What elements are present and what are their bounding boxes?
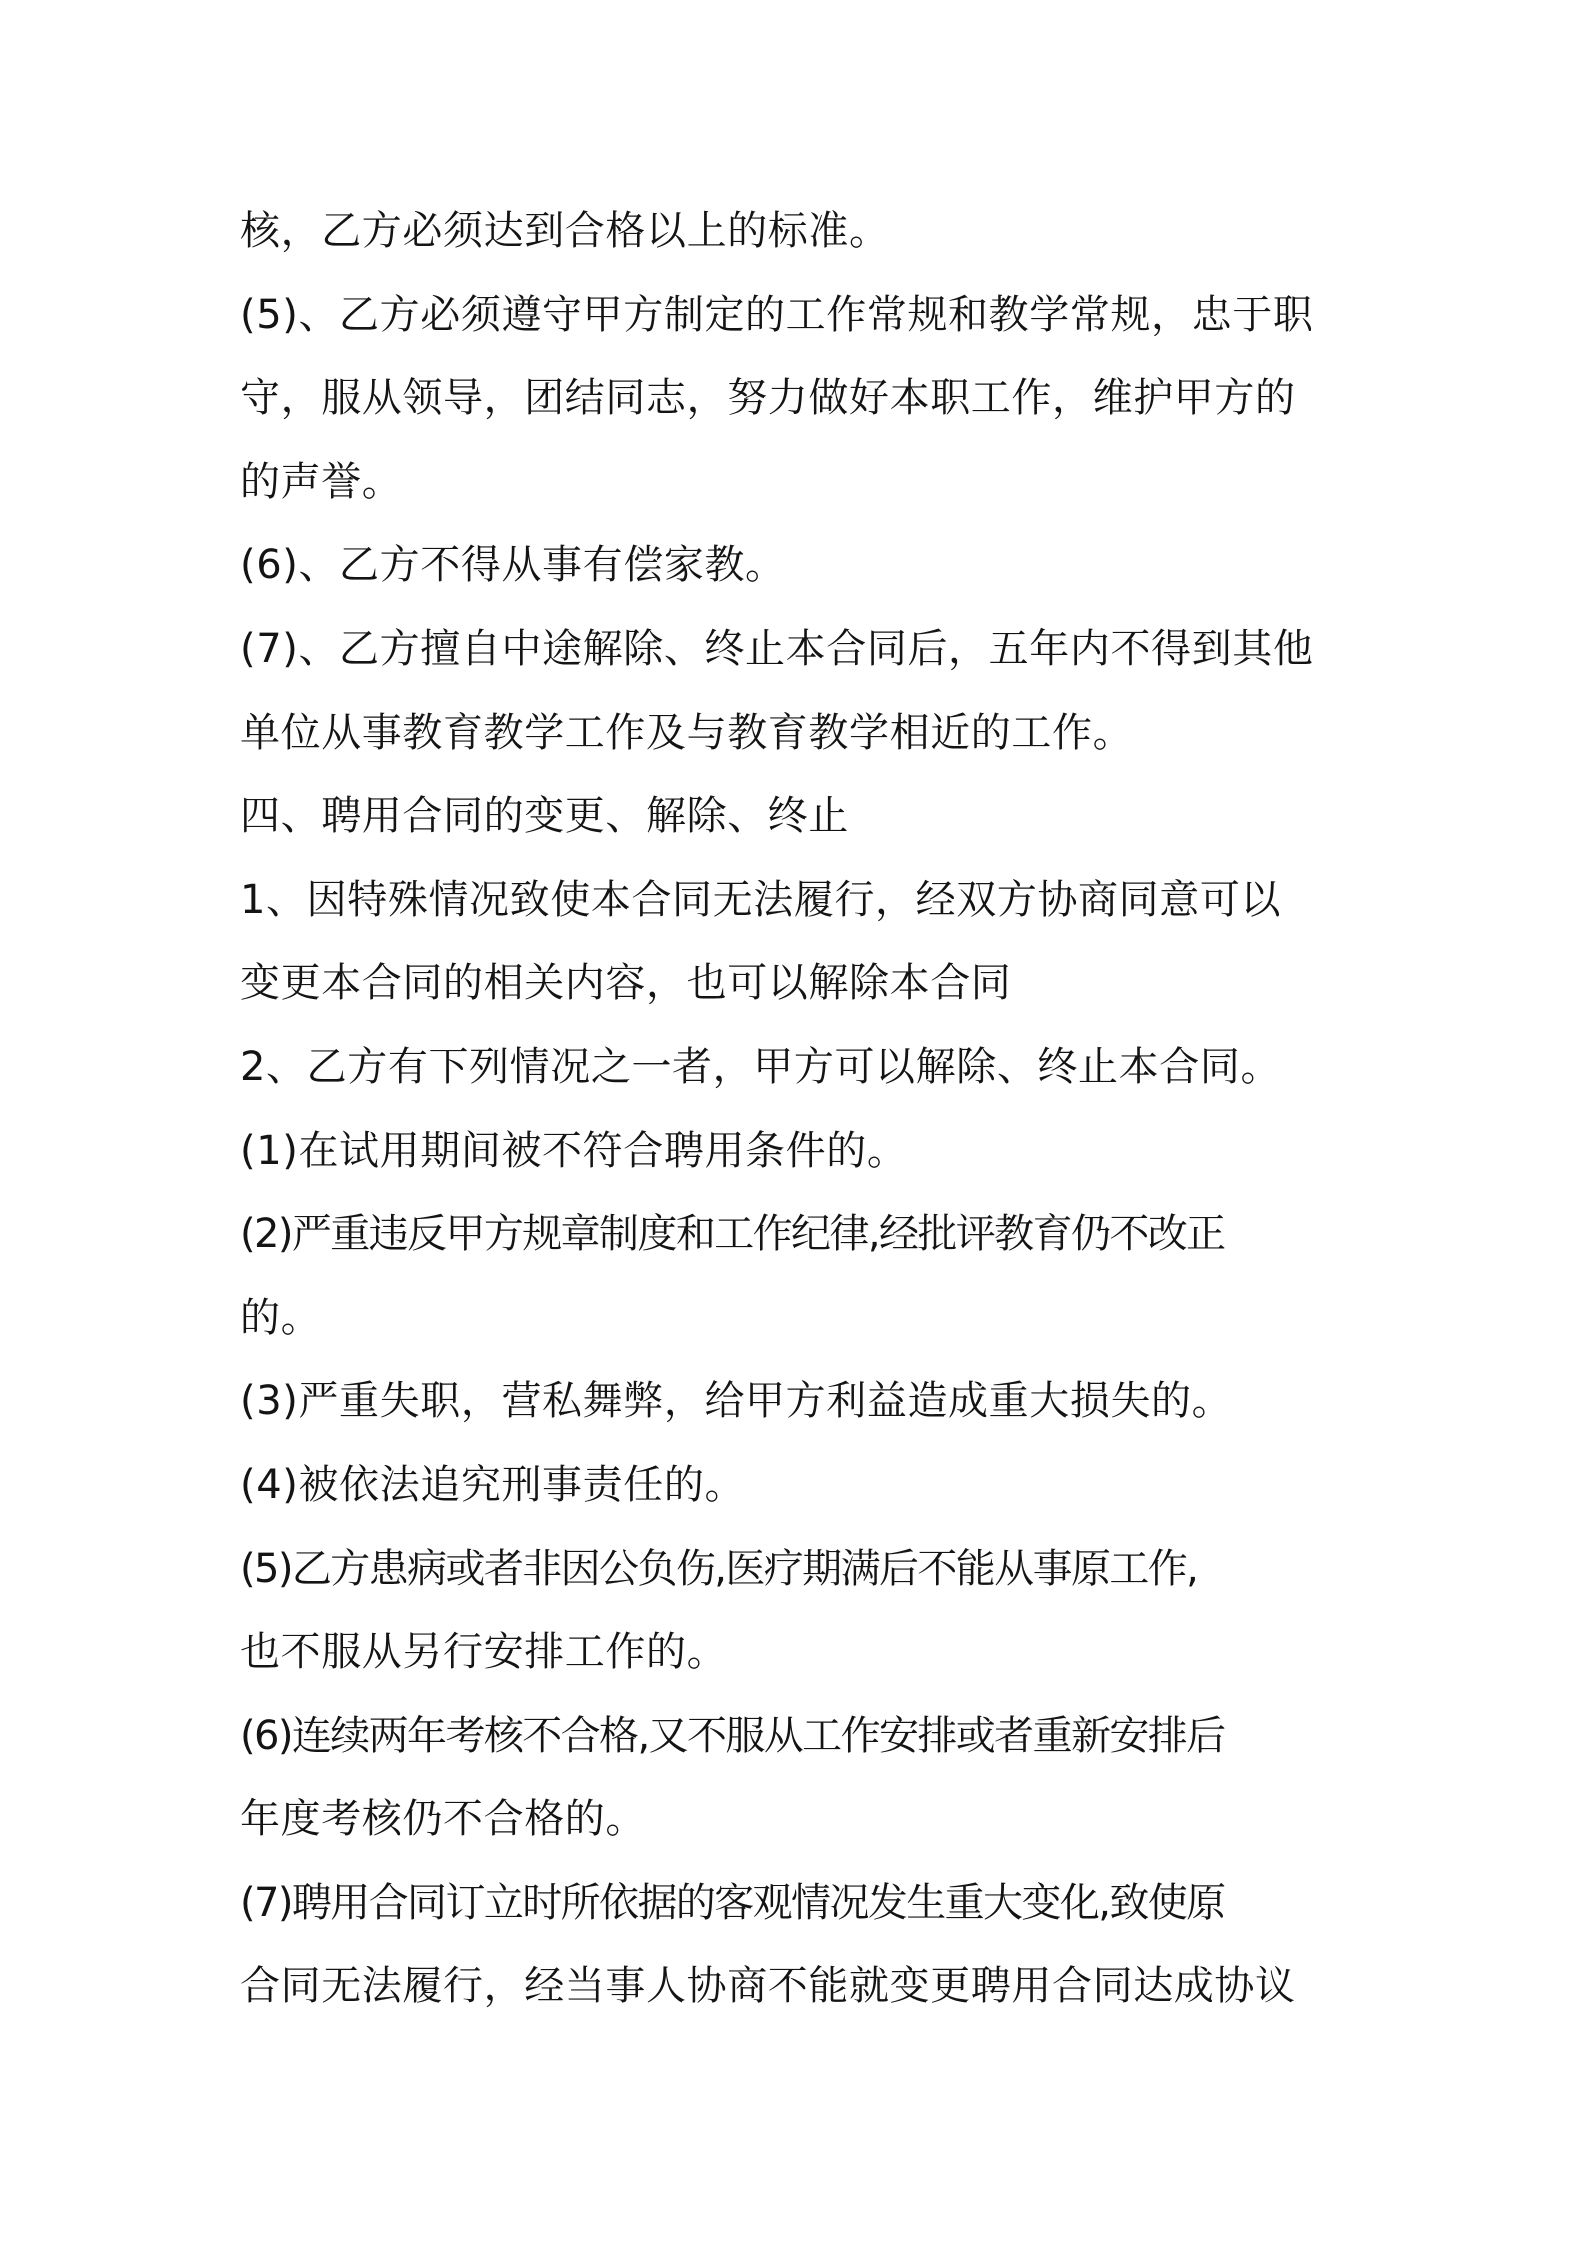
text-line: 1、因特殊情况致使本合同无法履行，经双方协商同意可以 <box>240 876 1282 923</box>
text-line: 合同无法履行，经当事人协商不能就变更聘用合同达成协议 <box>240 1963 1296 2010</box>
text-line: 变更本合同的相关内容，也可以解除本合同 <box>240 960 1012 1007</box>
text-line: (6)连续两年考核不合格,又不服从工作安排或者重新安排后 <box>240 1712 1225 1759</box>
text-line: 年度考核仍不合格的。 <box>240 1796 646 1843</box>
text-line: (5)乙方患病或者非因公负伤,医疗期满后不能从事原工作, <box>240 1545 1198 1592</box>
document-body <box>240 190 1360 2029</box>
text-line: (5)、乙方必须遵守甲方制定的工作常规和教学常规，忠于职 <box>240 291 1314 338</box>
text-line: (7)、乙方擅自中途解除、终止本合同后，五年内不得到其他 <box>240 625 1314 672</box>
text-line: 的。 <box>240 1294 322 1341</box>
text-line: (7)聘用合同订立时所依据的客观情况发生重大变化,致使原 <box>240 1879 1225 1926</box>
text-line: 核，乙方必须达到合格以上的标准。 <box>240 208 890 254</box>
text-line: 的声誉。 <box>240 458 403 505</box>
text-line: (6)、乙方不得从事有偿家教。 <box>240 542 786 589</box>
text-line: (4)被依法追究刑事责任的。 <box>240 1461 746 1508</box>
text-line: 守，服从领导，团结同志，努力做好本职工作，维护甲方的 <box>240 375 1296 422</box>
text-line: 单位从事教育教学工作及与教育教学相近的工作。 <box>240 709 1134 756</box>
text-line: (1)在试用期间被不符合聘用条件的。 <box>240 1127 908 1174</box>
text-line: (3)严重失职，营私舞弊，给甲方利益造成重大损失的。 <box>240 1378 1233 1425</box>
text-line: (2)严重违反甲方规章制度和工作纪律,经批评教育仍不改正 <box>240 1211 1225 1258</box>
text-line: 2、乙方有下列情况之一者，甲方可以解除、终止本合同。 <box>240 1043 1282 1090</box>
text-line: 也不服从另行安排工作的。 <box>240 1629 728 1676</box>
section-heading: 四、聘用合同的变更、解除、终止 <box>240 793 849 840</box>
